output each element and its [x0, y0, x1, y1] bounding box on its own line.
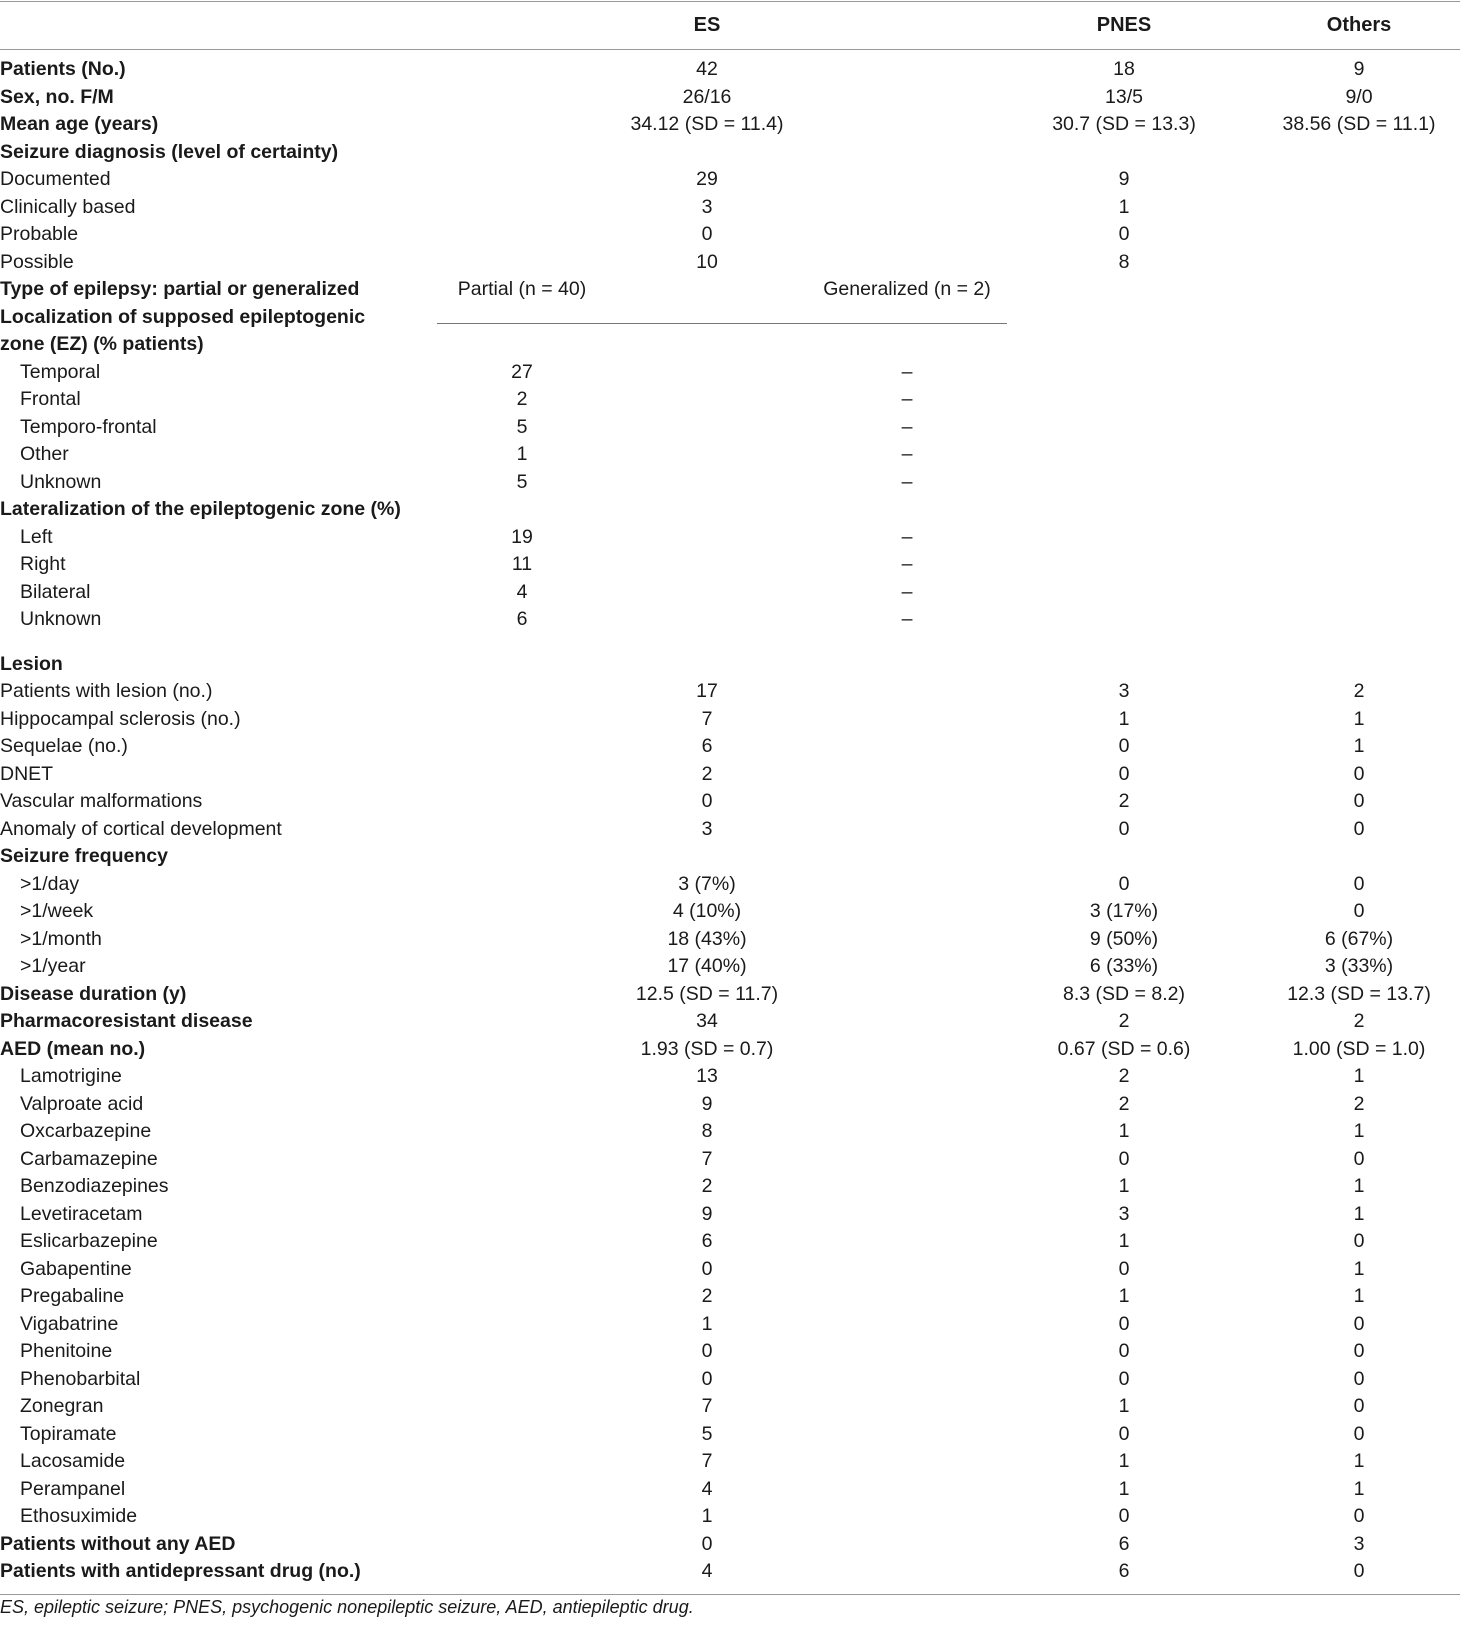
cell-sub2: –: [901, 471, 913, 493]
row-label: Anomaly of cortical development: [0, 818, 282, 840]
cell-es: 6: [701, 735, 713, 757]
cell-es: 9: [701, 1203, 713, 1225]
cell-pnes: 9 (50%): [1089, 928, 1159, 950]
table-row: [0, 871, 1460, 899]
table-row: [0, 496, 1460, 524]
cell-es: 7: [701, 1395, 713, 1417]
table-row: [0, 579, 1460, 607]
cell-others: 1: [1353, 708, 1365, 730]
cell-pnes: 2: [1118, 790, 1130, 812]
table-row: [0, 816, 1460, 844]
cell-sub2: –: [901, 361, 913, 383]
row-label: Pregabaline: [20, 1285, 125, 1307]
table-row: [0, 606, 1460, 634]
cell-es: 18 (43%): [667, 928, 747, 950]
table-row: [0, 1201, 1460, 1229]
row-label: Lateralization of the epileptogenic zone (%): [0, 498, 401, 520]
row-label: Right: [20, 553, 66, 575]
cell-es: 7: [701, 1450, 713, 1472]
cell-es: 42: [696, 58, 718, 80]
row-label: Patients with lesion (no.): [0, 680, 213, 702]
cell-pnes: 30.7 (SD = 13.3): [1052, 113, 1196, 135]
row-label: Type of epilepsy: partial or generalized: [0, 278, 360, 300]
row-label: Disease duration (y): [0, 983, 187, 1005]
cell-others: 3 (33%): [1324, 955, 1394, 977]
cell-sub1: 2: [516, 388, 528, 410]
table-row: [0, 1558, 1460, 1586]
cell-others: 0: [1353, 1148, 1365, 1170]
cell-es: 6: [701, 1230, 713, 1252]
cell-pnes: 3: [1118, 1203, 1130, 1225]
table-row: [0, 1448, 1460, 1476]
row-label: Carbamazepine: [20, 1148, 158, 1170]
cell-es: 0: [701, 790, 713, 812]
row-label: Lacosamide: [20, 1450, 126, 1472]
cell-others: 1: [1353, 1450, 1365, 1472]
row-label: Other: [20, 443, 69, 465]
table-row: [0, 111, 1460, 139]
cell-es: 3: [701, 196, 713, 218]
bottom-rule: [0, 1594, 1460, 1595]
cell-others: 1: [1353, 1175, 1365, 1197]
row-label: Vigabatrine: [20, 1313, 119, 1335]
cell-es: 34.12 (SD = 11.4): [630, 113, 784, 135]
table-row: [0, 166, 1460, 194]
table-row: [0, 139, 1460, 167]
table-row: [0, 678, 1460, 706]
cell-pnes: 3: [1118, 680, 1130, 702]
table-row: [0, 249, 1460, 277]
cell-pnes: 1: [1118, 1230, 1130, 1252]
epilepsy-type-rule: [437, 323, 1007, 324]
table-row: [0, 981, 1460, 1009]
cell-es: 9: [701, 1093, 713, 1115]
cell-pnes: 18: [1113, 58, 1135, 80]
row-label: Ethosuximide: [20, 1505, 138, 1527]
cell-others: 0: [1353, 873, 1365, 895]
row-label: Phenobarbital: [20, 1368, 141, 1390]
table-row: [0, 304, 1460, 332]
cell-pnes: 2: [1118, 1065, 1130, 1087]
row-label: Probable: [0, 223, 79, 245]
cell-es: 4 (10%): [672, 900, 742, 922]
cell-sub1: 6: [516, 608, 528, 630]
cell-others: 0: [1353, 763, 1365, 785]
cell-es: 0: [701, 1368, 713, 1390]
header-pnes: PNES: [1096, 14, 1152, 36]
table-row: [0, 1008, 1460, 1036]
cell-others: 9: [1353, 58, 1365, 80]
row-label: Clinically based: [0, 196, 136, 218]
row-label: Patients with antidepressant drug (no.): [0, 1560, 361, 1582]
row-label: Lesion: [0, 653, 63, 675]
cell-es: 3: [701, 818, 713, 840]
table-row: [0, 331, 1460, 359]
cell-es: 0: [701, 1533, 713, 1555]
cell-others: 0: [1353, 1340, 1365, 1362]
cell-pnes: 0: [1118, 1313, 1130, 1335]
cell-pnes: 1: [1118, 708, 1130, 730]
cell-es: 34: [696, 1010, 718, 1032]
cell-others: 0: [1353, 1368, 1365, 1390]
header-others: Others: [1326, 14, 1392, 36]
footnote: ES, epileptic seizure; PNES, psychogenic nonepileptic seizure, AED, antiepileptic drug.: [0, 1597, 694, 1617]
cell-es: 7: [701, 708, 713, 730]
cell-sub2: –: [901, 553, 913, 575]
table-row: [0, 926, 1460, 954]
cell-pnes: 0: [1118, 1340, 1130, 1362]
row-label: Patients without any AED: [0, 1533, 236, 1555]
cell-others: 6 (67%): [1324, 928, 1394, 950]
cell-others: 0: [1353, 1313, 1365, 1335]
cell-pnes: 6: [1118, 1560, 1130, 1582]
table-row: [0, 1118, 1460, 1146]
row-label: Temporal: [20, 361, 101, 383]
row-label: Sequelae (no.): [0, 735, 128, 757]
cell-others: 1: [1353, 1478, 1365, 1500]
cell-others: 1: [1353, 1065, 1365, 1087]
cell-sub1: 11: [511, 553, 533, 575]
cell-generalized: Generalized (n = 2): [823, 278, 991, 300]
table-row: [0, 1476, 1460, 1504]
cell-others: 12.3 (SD = 13.7): [1287, 983, 1431, 1005]
cell-others: 0: [1353, 900, 1365, 922]
table-row: [0, 84, 1460, 112]
row-label: >1/day: [20, 873, 80, 895]
cell-pnes: 0.67 (SD = 0.6): [1057, 1038, 1191, 1060]
table-row: [0, 953, 1460, 981]
table-row: [0, 651, 1460, 679]
table-row: [0, 733, 1460, 761]
table-row: [0, 276, 1460, 304]
cell-pnes: 13/5: [1105, 86, 1143, 108]
row-label: Zonegran: [20, 1395, 104, 1417]
cell-es: 1: [701, 1313, 713, 1335]
cell-es: 1: [701, 1505, 713, 1527]
table-row: [0, 221, 1460, 249]
cell-sub1: 27: [511, 361, 533, 383]
table-row: [0, 1063, 1460, 1091]
table-row: [0, 441, 1460, 469]
row-label: Unknown: [20, 608, 102, 630]
row-label: Benzodiazepines: [20, 1175, 169, 1197]
table-row: [0, 1228, 1460, 1256]
cell-pnes: 0: [1118, 1505, 1130, 1527]
table-row: [0, 386, 1460, 414]
cell-es: 4: [701, 1478, 713, 1500]
cell-pnes: 1: [1118, 1395, 1130, 1417]
table-row: [0, 1503, 1460, 1531]
row-label: Unknown: [20, 471, 102, 493]
table-row: [0, 898, 1460, 926]
row-label: Seizure frequency: [0, 845, 168, 867]
cell-pnes: 2: [1118, 1093, 1130, 1115]
table-row: [0, 469, 1460, 497]
cell-sub1: 1: [516, 443, 528, 465]
table-row: [0, 1256, 1460, 1284]
cell-es: 7: [701, 1148, 713, 1170]
cell-partial: Partial (n = 40): [457, 278, 587, 300]
row-label: zone (EZ) (% patients): [0, 333, 204, 355]
table-row: [0, 551, 1460, 579]
cell-pnes: 0: [1118, 1258, 1130, 1280]
top-rule: [0, 1, 1460, 2]
table-row: [0, 788, 1460, 816]
table-row: [0, 1366, 1460, 1394]
table-row: [0, 1036, 1460, 1064]
cell-sub1: 5: [516, 416, 528, 438]
cell-others: 38.56 (SD = 11.1): [1282, 113, 1436, 135]
cell-pnes: 1: [1118, 1478, 1130, 1500]
cell-es: 2: [701, 1285, 713, 1307]
cell-pnes: 1: [1118, 1285, 1130, 1307]
row-label: Lamotrigine: [20, 1065, 122, 1087]
cell-pnes: 0: [1118, 763, 1130, 785]
cell-es: 1.93 (SD = 0.7): [640, 1038, 774, 1060]
cell-es: 2: [701, 1175, 713, 1197]
row-label: Oxcarbazepine: [20, 1120, 152, 1142]
cell-sub1: 19: [511, 526, 533, 548]
cell-others: 0: [1353, 818, 1365, 840]
cell-others: 3: [1353, 1533, 1365, 1555]
cell-pnes: 0: [1118, 1148, 1130, 1170]
table-row: [0, 414, 1460, 442]
cell-others: 2: [1353, 1010, 1365, 1032]
row-label: Frontal: [20, 388, 81, 410]
cell-others: 0: [1353, 1423, 1365, 1445]
cell-others: 1: [1353, 1258, 1365, 1280]
table-row: [0, 56, 1460, 84]
row-label: Possible: [0, 251, 74, 273]
cell-pnes: 3 (17%): [1089, 900, 1159, 922]
cell-pnes: 1: [1118, 1450, 1130, 1472]
cell-others: 1: [1353, 735, 1365, 757]
cell-sub2: –: [901, 416, 913, 438]
table-row: [0, 706, 1460, 734]
table-row: [0, 1338, 1460, 1366]
cell-others: 1.00 (SD = 1.0): [1292, 1038, 1426, 1060]
cell-sub1: 4: [516, 581, 528, 603]
table-row: [0, 1283, 1460, 1311]
row-label: Seizure diagnosis (level of certainty): [0, 141, 339, 163]
cell-sub2: –: [901, 388, 913, 410]
row-label: Pharmacoresistant disease: [0, 1010, 253, 1032]
row-label: Eslicarbazepine: [20, 1230, 158, 1252]
cell-es: 0: [701, 1340, 713, 1362]
cell-pnes: 0: [1118, 1368, 1130, 1390]
row-label: Patients (No.): [0, 58, 126, 80]
table-row: [0, 1311, 1460, 1339]
cell-pnes: 1: [1118, 196, 1130, 218]
row-label: DNET: [0, 763, 54, 785]
cell-es: 5: [701, 1423, 713, 1445]
cell-others: 0: [1353, 1395, 1365, 1417]
header-es: ES: [693, 14, 721, 36]
cell-pnes: 1: [1118, 1120, 1130, 1142]
row-label: >1/month: [20, 928, 102, 950]
cell-pnes: 2: [1118, 1010, 1130, 1032]
cell-pnes: 8: [1118, 251, 1130, 273]
header-rule: [0, 49, 1460, 50]
cell-es: 17: [696, 680, 718, 702]
cell-es: 17 (40%): [667, 955, 747, 977]
row-label: Localization of supposed epileptogenic: [0, 306, 366, 328]
cell-pnes: 9: [1118, 168, 1130, 190]
row-label: Vascular malformations: [0, 790, 203, 812]
table-row: [0, 761, 1460, 789]
cell-pnes: 0: [1118, 818, 1130, 840]
cell-es: 10: [696, 251, 718, 273]
table-row: [0, 194, 1460, 222]
table-row: [0, 524, 1460, 552]
cell-pnes: 6 (33%): [1089, 955, 1159, 977]
row-label: Hippocampal sclerosis (no.): [0, 708, 241, 730]
cell-es: 0: [701, 1258, 713, 1280]
row-label: Mean age (years): [0, 113, 159, 135]
row-label: Levetiracetam: [20, 1203, 143, 1225]
cell-pnes: 0: [1118, 873, 1130, 895]
cell-others: 1: [1353, 1285, 1365, 1307]
row-label: >1/year: [20, 955, 86, 977]
cell-es: 29: [696, 168, 718, 190]
cell-others: 0: [1353, 1560, 1365, 1582]
table-row: [0, 1531, 1460, 1559]
cell-others: 2: [1353, 1093, 1365, 1115]
cell-es: 26/16: [682, 86, 732, 108]
cell-others: 1: [1353, 1203, 1365, 1225]
table-row: [0, 843, 1460, 871]
cell-others: 9/0: [1345, 86, 1373, 108]
cell-es: 2: [701, 763, 713, 785]
table-row: [0, 1421, 1460, 1449]
cell-es: 8: [701, 1120, 713, 1142]
cell-sub2: –: [901, 608, 913, 630]
cell-es: 3 (7%): [678, 873, 736, 895]
row-label: AED (mean no.): [0, 1038, 146, 1060]
cell-pnes: 0: [1118, 735, 1130, 757]
row-label: >1/week: [20, 900, 94, 922]
row-label: Gabapentine: [20, 1258, 132, 1280]
row-label: Temporo-frontal: [20, 416, 157, 438]
cell-others: 2: [1353, 680, 1365, 702]
cell-pnes: 8.3 (SD = 8.2): [1063, 983, 1185, 1005]
row-label: Left: [20, 526, 53, 548]
table-row: [0, 1146, 1460, 1174]
cell-es: 12.5 (SD = 11.7): [635, 983, 779, 1005]
cell-es: 0: [701, 223, 713, 245]
cell-others: 0: [1353, 790, 1365, 812]
cell-pnes: 6: [1118, 1533, 1130, 1555]
table-row: [0, 1173, 1460, 1201]
cell-pnes: 0: [1118, 223, 1130, 245]
row-label: Phenitoine: [20, 1340, 113, 1362]
cell-pnes: 0: [1118, 1423, 1130, 1445]
cell-others: 0: [1353, 1505, 1365, 1527]
cell-es: 4: [701, 1560, 713, 1582]
row-label: Documented: [0, 168, 111, 190]
cell-sub2: –: [901, 526, 913, 548]
cell-es: 13: [696, 1065, 718, 1087]
cell-sub1: 5: [516, 471, 528, 493]
cell-others: 0: [1353, 1230, 1365, 1252]
row-label: Topiramate: [20, 1423, 117, 1445]
row-label: Valproate acid: [20, 1093, 144, 1115]
row-label: Perampanel: [20, 1478, 126, 1500]
table-row: [0, 1393, 1460, 1421]
cell-sub2: –: [901, 581, 913, 603]
table-row: [0, 359, 1460, 387]
cell-others: 1: [1353, 1120, 1365, 1142]
row-label: Sex, no. F/M: [0, 86, 114, 108]
cell-pnes: 1: [1118, 1175, 1130, 1197]
cell-sub2: –: [901, 443, 913, 465]
row-label: Bilateral: [20, 581, 91, 603]
table-row: [0, 1091, 1460, 1119]
